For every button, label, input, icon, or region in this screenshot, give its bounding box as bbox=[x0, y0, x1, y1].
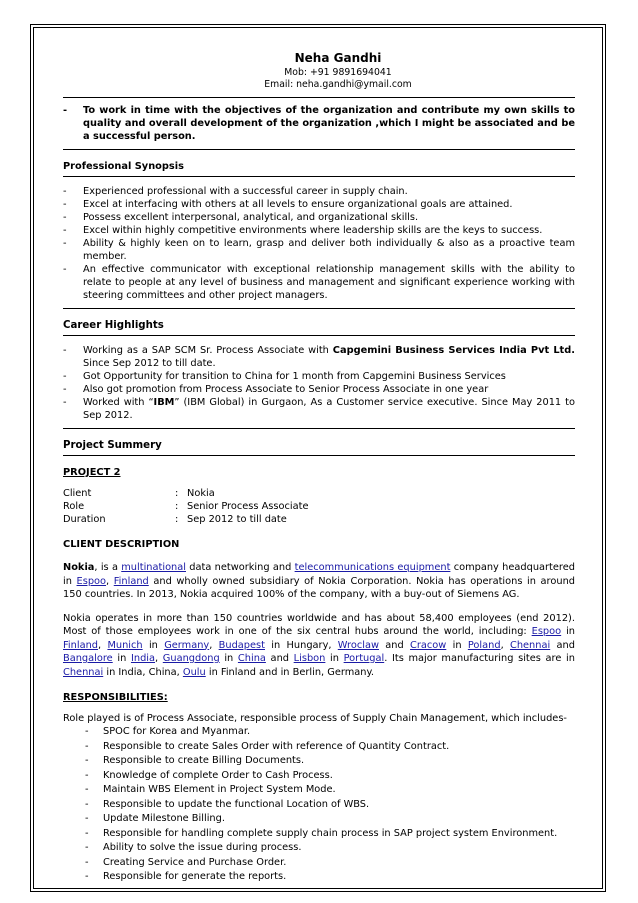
list-item-text: Ability & highly keen on to learn, grasp and deliver both individually & also as a proactive team member. bbox=[83, 238, 575, 262]
project-details bbox=[63, 487, 575, 526]
responsibilities-list bbox=[63, 725, 575, 883]
link-finland[interactable]: Finland bbox=[113, 575, 149, 587]
paragraph-text: in bbox=[112, 653, 131, 664]
paragraph-text: and wholly owned subsidiary of Nokia Corporation. Nokia has operations in around 150 countries. In 2013, Nokia acquired 100% of the company, with a buy-out of Siemens AG. bbox=[63, 575, 576, 600]
resume-header bbox=[63, 51, 575, 91]
bullet-dash: - bbox=[85, 798, 89, 810]
bullet-dash: - bbox=[63, 384, 67, 395]
client-value: Nokia bbox=[187, 488, 215, 499]
link-china[interactable]: China bbox=[237, 653, 266, 664]
bullet-dash: - bbox=[85, 769, 89, 781]
duration-row bbox=[63, 513, 575, 526]
paragraph-text: Nokia operates in more than 150 countries worldwide and has about 58,400 employees (end 2012). Most of those employees work in one of the six central hubs around the world, including: bbox=[63, 612, 575, 637]
duration-value: Sep 2012 to till date bbox=[187, 514, 287, 525]
list-item-text: Also got promotion from Process Associate to Senior Process Associate in one year bbox=[83, 384, 489, 395]
link-multinational[interactable]: multinational bbox=[121, 562, 186, 573]
paragraph-text: , bbox=[106, 575, 114, 587]
candidate-name: Neha Gandhi bbox=[294, 51, 382, 65]
paragraph-text: data networking and bbox=[186, 562, 295, 573]
role-value: Senior Process Associate bbox=[187, 501, 309, 512]
objective-divider bbox=[63, 149, 575, 150]
list-item-text bbox=[83, 396, 575, 422]
list-item-text: Responsible to create Sales Order with reference of Quantity Contract. bbox=[103, 740, 450, 752]
bullet-dash: - bbox=[85, 813, 89, 824]
link-budapest[interactable]: Budapest bbox=[218, 639, 265, 651]
client-label: Client bbox=[63, 488, 92, 499]
paragraph-text: , bbox=[98, 639, 108, 651]
link-cracow[interactable]: Cracow bbox=[410, 639, 447, 651]
career-text: Working as a SAP SCM Sr. Process Associate with bbox=[83, 345, 333, 356]
bullet-dash: - bbox=[85, 784, 89, 795]
bullet-dash: - bbox=[85, 856, 89, 868]
paragraph-text: in bbox=[561, 626, 576, 637]
list-item bbox=[85, 754, 575, 767]
career-divider bbox=[63, 335, 575, 336]
list-item bbox=[85, 725, 575, 738]
bullet-dash: - bbox=[85, 740, 89, 752]
list-item bbox=[63, 237, 575, 263]
duration-label: Duration bbox=[63, 514, 106, 525]
link-munich[interactable]: Munich bbox=[107, 639, 143, 651]
list-item-text: Responsible to update the functional Location of WBS. bbox=[103, 798, 370, 810]
bullet-dash: - bbox=[85, 871, 89, 882]
link-espoo[interactable]: Espoo bbox=[76, 575, 107, 587]
link-poland[interactable]: Poland bbox=[467, 639, 501, 651]
list-item-text: Responsible to create Billing Documents. bbox=[103, 755, 305, 766]
colon: : bbox=[175, 514, 179, 525]
paragraph-text: . Its major manufacturing sites are in bbox=[384, 653, 575, 664]
career-text: ” (IBM Global) in Gurgaon, As a Customer service executive. Since May 2011 to Sep 2012. bbox=[83, 397, 575, 421]
career-end-divider bbox=[63, 428, 575, 429]
bullet-dash: - bbox=[63, 397, 67, 408]
link-guangdong[interactable]: Guangdong bbox=[162, 653, 220, 664]
link-germany[interactable]: Germany bbox=[164, 639, 210, 651]
paragraph-text: in bbox=[446, 639, 468, 651]
link-chennai[interactable]: Chennai bbox=[509, 639, 551, 651]
link-espoo[interactable]: Espoo bbox=[531, 626, 562, 637]
bullet-dash: - bbox=[63, 345, 67, 356]
link-chennai[interactable]: Chennai bbox=[63, 666, 104, 678]
list-item bbox=[85, 827, 575, 840]
list-item-text: Maintain WBS Element in Project System Mode. bbox=[103, 784, 336, 795]
career-list bbox=[63, 344, 575, 422]
link-portugal[interactable]: Portugal bbox=[343, 653, 385, 664]
list-item-text: Excel at interfacing with others at all levels to ensure organizational goals are attained. bbox=[83, 199, 513, 210]
paragraph-text: , bbox=[155, 653, 163, 664]
objective-text: To work in time with the objectives of the organization and contribute my own skills to quality and overall development of the organization ,which I might be associated and be a successful person. bbox=[83, 105, 575, 142]
list-item bbox=[85, 783, 575, 796]
list-item bbox=[85, 740, 575, 753]
paragraph-text: , bbox=[500, 639, 510, 651]
list-item bbox=[85, 856, 575, 869]
list-item bbox=[63, 344, 575, 370]
project-title: PROJECT 2 bbox=[63, 467, 121, 478]
paragraph-text: company headquartered in bbox=[63, 562, 575, 587]
list-item bbox=[63, 396, 575, 422]
paragraph-text: in India, China, bbox=[103, 666, 183, 678]
paragraph-text: in bbox=[142, 639, 165, 651]
paragraph-text: in Finland and in Berlin, Germany. bbox=[205, 666, 375, 678]
client-paragraph-1 bbox=[63, 561, 575, 602]
list-item bbox=[63, 383, 575, 396]
bullet-dash: - bbox=[63, 225, 67, 236]
synopsis-end-divider bbox=[63, 308, 575, 309]
list-item bbox=[85, 769, 575, 782]
list-item-text: Responsible for generate the reports. bbox=[103, 871, 287, 882]
resume-content bbox=[63, 51, 575, 883]
list-item bbox=[63, 224, 575, 237]
company-name: Nokia bbox=[63, 562, 95, 573]
list-item bbox=[85, 870, 575, 883]
career-text: Since Sep 2012 to till date. bbox=[83, 358, 216, 369]
career-text: Worked with “ bbox=[83, 397, 154, 408]
header-divider bbox=[63, 97, 575, 98]
project-summary-divider bbox=[63, 455, 575, 456]
link-india[interactable]: India bbox=[130, 653, 156, 664]
career-heading: Career Highlights bbox=[63, 320, 164, 331]
list-item-text: Knowledge of complete Order to Cash Process. bbox=[103, 769, 333, 781]
employer-name: Capgemini Business Services India Pvt Ltd. bbox=[332, 345, 575, 356]
bullet-dash: - bbox=[63, 212, 67, 223]
bullet-dash: - bbox=[63, 238, 67, 249]
list-item-text: SPOC for Korea and Myanmar. bbox=[103, 726, 251, 737]
bullet-dash: - bbox=[63, 105, 68, 116]
mobile-number: Mob: +91 9891694041 bbox=[284, 67, 392, 78]
bullet-dash: - bbox=[63, 264, 67, 275]
paragraph-text: , bbox=[209, 639, 219, 651]
list-item bbox=[63, 211, 575, 224]
client-paragraph-2 bbox=[63, 612, 575, 680]
list-item-text bbox=[83, 344, 575, 370]
paragraph-text: in bbox=[219, 653, 238, 664]
employer-name: IBM bbox=[153, 397, 175, 408]
list-item bbox=[85, 841, 575, 854]
list-item-text: Got Opportunity for transition to China for 1 month from Capgemini Business Services bbox=[83, 371, 506, 382]
list-item-text: Responsible for handling complete supply chain process in SAP project system Environment. bbox=[103, 827, 558, 839]
synopsis-heading: Professional Synopsis bbox=[63, 161, 184, 172]
bullet-dash: - bbox=[85, 827, 89, 839]
project-summary-heading: Project Summery bbox=[63, 440, 162, 451]
paragraph-text: , is a bbox=[94, 562, 122, 573]
list-item bbox=[85, 812, 575, 825]
link-bangalore[interactable]: Bangalore bbox=[63, 653, 113, 664]
paragraph-text: and bbox=[265, 653, 294, 664]
email-address: Email: neha.gandhi@ymail.com bbox=[264, 79, 412, 90]
colon: : bbox=[175, 488, 179, 499]
list-item-text: Excel within highly competitive environments where leadership skills are the keys to success. bbox=[83, 225, 543, 236]
paragraph-text: in Hungary, bbox=[265, 639, 338, 651]
bullet-dash: - bbox=[85, 755, 89, 766]
role-label: Role bbox=[63, 501, 85, 512]
list-item-text: Experienced professional with a successful career in supply chain. bbox=[83, 186, 408, 197]
link-lisbon[interactable]: Lisbon bbox=[293, 653, 326, 664]
paragraph-text: in bbox=[325, 653, 344, 664]
list-item-text: Creating Service and Purchase Order. bbox=[103, 856, 287, 868]
bullet-dash: - bbox=[85, 842, 89, 853]
list-item bbox=[63, 263, 575, 302]
link-finland[interactable]: Finland bbox=[63, 639, 99, 651]
objective bbox=[63, 104, 575, 143]
bullet-dash: - bbox=[63, 186, 67, 197]
link-telecommunications[interactable]: telecommunications equipment bbox=[294, 562, 451, 573]
list-item bbox=[63, 185, 575, 198]
responsibilities-intro: Role played is of Process Associate, responsible process of Supply Chain Management, which includes- bbox=[63, 713, 567, 724]
list-item bbox=[63, 198, 575, 211]
synopsis-divider bbox=[63, 176, 575, 177]
paragraph-text: and bbox=[378, 639, 411, 651]
list-item-text: Ability to solve the issue during process. bbox=[103, 842, 302, 853]
link-wroclaw[interactable]: Wroclaw bbox=[337, 639, 379, 651]
link-oulu[interactable]: Oulu bbox=[182, 666, 206, 678]
client-description-heading: CLIENT DESCRIPTION bbox=[63, 539, 180, 550]
responsibilities-heading: RESPONSIBILITIES: bbox=[63, 692, 168, 703]
bullet-dash: - bbox=[85, 726, 89, 737]
list-item-text: Update Milestone Billing. bbox=[103, 813, 225, 824]
list-item-text: Possess excellent interpersonal, analytical, and organizational skills. bbox=[83, 212, 419, 223]
bullet-dash: - bbox=[63, 371, 67, 382]
bullet-dash: - bbox=[63, 199, 67, 210]
role-row bbox=[63, 500, 575, 513]
list-item bbox=[85, 798, 575, 811]
list-item bbox=[63, 370, 575, 383]
colon: : bbox=[175, 501, 179, 512]
synopsis-list bbox=[63, 185, 575, 302]
paragraph-text: and bbox=[550, 639, 575, 651]
client-row bbox=[63, 487, 575, 500]
list-item-text: An effective communicator with exceptional relationship management skills with the ability to relate to people at any level of business and management and significant experience working with steering committees and other project managers. bbox=[83, 264, 575, 301]
